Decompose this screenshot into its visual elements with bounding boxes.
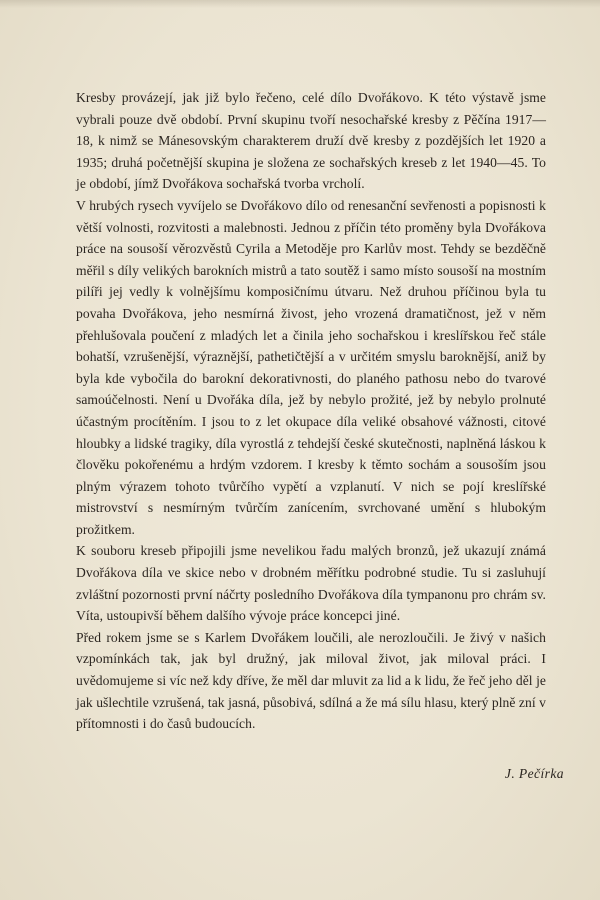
page-top-shadow [0, 0, 600, 8]
paragraph-development: V hrubých rysech vyvíjelo se Dvořákovo dílo od renesanční sevřenosti a popisnosti k větší volnosti, rozvitosti a malebnosti. Jednou z příčin této proměny byla Dvořákova práce na sousoší věrozvěstů Cyrila a Metoděje pro Karlův most. Tehdy se bezděčně měřil s díly velikých barokních mistrů a tato soutěž i samo místo sousoší na mostním pilíři jej vedly k volnějšímu komposičnímu útvaru. Než druhou příčinou byla tu povaha Dvořákova, jeho nesmírná živost, jeho vrozená dramatičnost, jež v něm přehlušovala poučení z mladých let a činila jeho sochařskou i kreslířskou řeč stále bohatší, vzrušenější, výraznější, pathetičtější a v určitém smyslu baroknější, aniž by byla kde vybočila do barokní dekorativnosti, do planého pathosu nebo do tvarové samoúčelnosti. Není u Dvořáka díla, jež by nebylo prožité, jež by nebylo prolnuté účastným procítěním. I jsou to z let okupace díla veliké obsahové vážnosti, citové hloubky a lidské tragiky, díla vyrostlá z tehdejší české skutečnosti, naplněná láskou k člověku pokořenému a hrdým vzdorem. I kresby k těmto sochám a sousoším jsou plným výrazem tohoto tvůrčího vypětí a vzplanutí. V nich se pojí kreslířské mistrovství s nesmírným tvůrčím zanícením, svrchované umění s hlubokým prožitkem. [76, 197, 546, 537]
paragraph-farewell: Před rokem jsme se s Karlem Dvořákem loučili, ale nerozloučili. Je živý v našich vzpomínkách tak, jak byl družný, jak miloval život, jak miloval práci. I uvědomujeme si víc než kdy dříve, že měl dar mluvit za lid a k lidu, že řeč jeho děl je jak ušlechtile vzrušená, tak jasná, působivá, sdílná a že má sílu hlasu, který plně zní v přítomnosti i do časů budoucích. [76, 629, 546, 732]
body-text [76, 87, 546, 735]
paragraph-bronzes: K souboru kreseb připojili jsme nevelikou řadu malých bronzů, jež ukazují známá Dvořákova díla ve skice nebo v drobném měřítku podrobné studie. Tu si zasluhují zvláštní pozornosti první náčrty posledního Dvořákova díla tympanonu pro chrám sv. Víta, ustoupivší během dalšího vývoje práce koncepci jiné. [76, 543, 546, 624]
author-signature: J. Pečírka [504, 766, 564, 781]
paragraph-drawings-overview: Kresby provázejí, jak již bylo řečeno, celé dílo Dvořákovo. K této výstavě jsme vybrali pouze dvě období. První skupinu tvoří nesochařské kresby z Pěčína 1917—18, k nimž se Mánesovským charakterem druží dvě kresby z pozdějších let 1920 a 1935; druhá početnější skupina je složena ze sochařských kreseb z let 1940—45. To je období, jímž Dvořákova sochařská tvorba vrcholí. [76, 90, 546, 192]
